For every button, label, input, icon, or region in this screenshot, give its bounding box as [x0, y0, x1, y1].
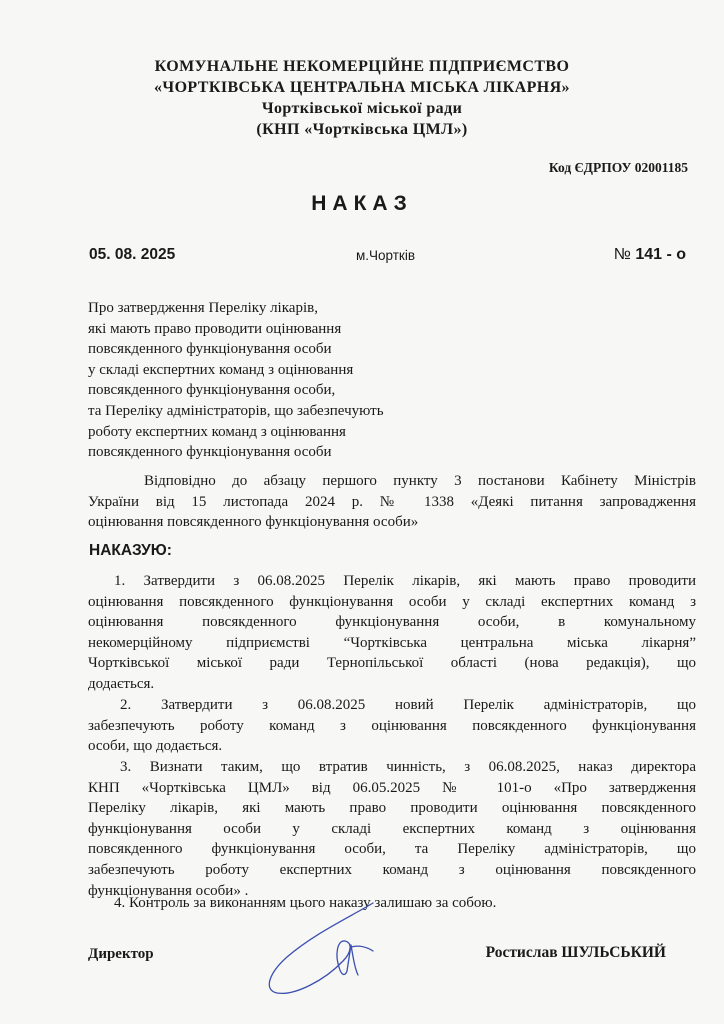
- org-name-line2: «ЧОРТКІВСЬКА ЦЕНТРАЛЬНА МІСЬКА ЛІКАРНЯ»: [154, 79, 570, 96]
- signatory-name: Ростислав ШУЛЬСЬКИЙ: [485, 944, 666, 961]
- item-line: функціонування особи у складі експертних команд з оцінювання: [88, 820, 696, 837]
- item-line: Переліку лікарів, які мають право проводити оцінювання повсякденного: [88, 800, 696, 817]
- item-line: функціонування особи» .: [88, 882, 249, 899]
- item-line: некомерційному підприємстві “Чортківська центральна міська лікарня”: [88, 634, 696, 651]
- item-line: оцінювання повсякденного функціонування особи у складі експертних команд з: [88, 593, 696, 610]
- order-item-1: [88, 571, 696, 695]
- item-line: КНП «Чортківська ЦМЛ» від 06.05.2025 № 101-о «Про затвердження: [88, 779, 696, 796]
- item-line: 3. Визнати таким, що втратив чинність, з 06.08.2025, наказ директора: [120, 759, 696, 775]
- order-item-2: [88, 695, 696, 757]
- item-line: додається.: [88, 675, 155, 692]
- subject-line: які мають право проводити оцінювання: [88, 320, 342, 337]
- preamble-line: України від 15 листопада 2024 р. № 1338 «Деякі питання запровадження: [88, 493, 696, 510]
- order-number: [614, 246, 686, 264]
- preamble: [88, 471, 696, 533]
- order-city: м.Чортків: [356, 248, 416, 263]
- item-line: оцінювання повсякденного функціонування особи, в комунальному: [88, 614, 696, 631]
- item-line: 1. Затвердити з 06.08.2025 Перелік лікарів, які мають право проводити: [114, 573, 696, 589]
- item-line: забезпечують роботу команд з оцінювання повсякденного функціонування: [88, 717, 696, 734]
- edrpou-code: Код ЄДРПОУ 02001185: [548, 160, 688, 175]
- subject-line: повсякденного функціонування особи,: [88, 382, 336, 399]
- item-line: забезпечують роботу експертних команд з оцінювання повсякденного: [88, 861, 696, 878]
- item-line: повсякденного функціонування особи, та Переліку адміністраторів, що: [88, 841, 696, 858]
- signatory-position: Директор: [88, 946, 154, 962]
- org-name-line1: КОМУНАЛЬНЕ НЕКОМЕРЦІЙНЕ ПІДПРИЄМСТВО: [154, 58, 570, 75]
- subject-line: Про затвердження Переліку лікарів,: [88, 300, 318, 316]
- order-word: НАКАЗУЮ:: [89, 542, 172, 559]
- item-line: Чортківської міської ради Тернопільської області (нова редакція), що: [88, 655, 696, 672]
- org-short-name: (КНП «Чортківська ЦМЛ»): [256, 121, 468, 138]
- order-date: 05. 08. 2025: [89, 246, 176, 263]
- preamble-line: оцінювання повсякденного функціонування особи»: [88, 514, 419, 531]
- preamble-line: Відповідно до абзацу першого пункту 3 постанови Кабінету Міністрів: [144, 473, 696, 489]
- order-number-prefix: №: [613, 246, 631, 263]
- handwritten-signature: [255, 895, 405, 1000]
- item-line: 2. Затвердити з 06.08.2025 новий Перелік адміністраторів, що: [120, 697, 696, 713]
- subject-line: повсякденного функціонування особи: [88, 341, 332, 358]
- order-item-3: [88, 757, 696, 901]
- document-title: НАКАЗ: [311, 192, 413, 215]
- subject-line: повсякденного функціонування особи: [88, 444, 332, 461]
- order-subject: [88, 298, 384, 463]
- org-council: Чортківської міської ради: [261, 100, 463, 117]
- subject-line: та Переліку адміністраторів, що забезпечують: [88, 402, 384, 419]
- item-line: 4. Контроль за виконанням цього наказу залишаю за собою.: [114, 895, 497, 911]
- order-number-value: 141 - о: [635, 246, 686, 263]
- subject-line: у складі експертних команд з оцінювання: [88, 361, 354, 378]
- subject-line: роботу експертних команд з оцінювання: [88, 423, 346, 440]
- item-line: особи, що додається.: [88, 738, 223, 755]
